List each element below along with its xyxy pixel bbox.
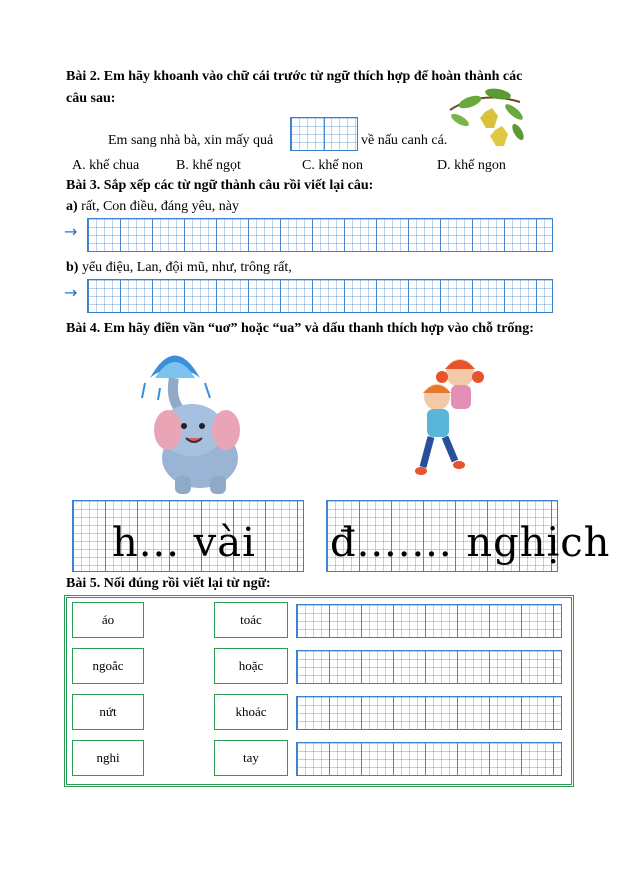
bai5-left-3[interactable]: nứt — [72, 694, 144, 730]
bai3-a-text: rất, Con điều, đáng yêu, này — [81, 199, 240, 214]
bai3-b-writing-grid[interactable] — [87, 279, 553, 313]
bai5-writing-grid-4[interactable] — [296, 742, 562, 776]
bai2-sentence-after: về nấu canh cá. — [361, 133, 448, 148]
bai3-b — [66, 260, 292, 276]
bai2-title-line2: câu sau: — [66, 91, 116, 106]
arrow-right-icon: → — [64, 222, 78, 241]
bai5-writing-grid-1[interactable] — [296, 604, 562, 638]
bai5-right-3[interactable]: khoác — [214, 694, 288, 730]
arrow-right-icon: → — [64, 283, 78, 302]
bai2-answer-box[interactable] — [290, 117, 358, 151]
bai5-right-4[interactable]: tay — [214, 740, 288, 776]
bai3-a — [66, 199, 239, 215]
bai5-title: Bài 5. Nối đúng rồi viết lại từ ngữ: — [66, 576, 271, 591]
bai2-sentence-before: Em sang nhà bà, xin mấy quả — [108, 133, 274, 148]
bai3-b-label: b) — [66, 260, 79, 275]
bai4-word-2: đ....... nghịch — [330, 520, 611, 566]
elephant-illustration — [130, 338, 260, 498]
bai3-a-writing-grid[interactable] — [87, 218, 553, 252]
bai2-option-c[interactable]: C. khế non — [302, 158, 364, 173]
bai2-title-line1: Bài 2. Em hãy khoanh vào chữ cái trước từ ngữ thích hợp để hoàn thành các — [66, 69, 523, 84]
bai2-option-a[interactable]: A. khế chua — [72, 158, 140, 173]
starfruit-illustration — [440, 80, 530, 160]
bai2-option-d[interactable]: D. khế ngon — [437, 158, 506, 173]
bai5-right-1[interactable]: toác — [214, 602, 288, 638]
bai5-left-1[interactable]: áo — [72, 602, 144, 638]
bai3-b-text: yểu điệu, Lan, đội mũ, như, trông rất, — [81, 260, 292, 275]
bai4-title: Bài 4. Em hãy điền vần “uơ” hoặc “ua” và dấu thanh thích hợp vào chỗ trống: — [66, 321, 534, 336]
bai5-left-4[interactable]: nghi — [72, 740, 144, 776]
bai5-writing-grid-3[interactable] — [296, 696, 562, 730]
bai3-title: Bài 3. Sắp xếp các từ ngữ thành câu rồi viết lại câu: — [66, 178, 374, 193]
bai3-a-label: a) — [66, 199, 78, 214]
children-illustration — [405, 355, 490, 485]
bai5-writing-grid-2[interactable] — [296, 650, 562, 684]
bai4-word-1: h... vài — [112, 520, 256, 566]
bai2-option-b[interactable]: B. khế ngọt — [176, 158, 241, 173]
bai5-left-2[interactable]: ngoắc — [72, 648, 144, 684]
bai5-right-2[interactable]: hoặc — [214, 648, 288, 684]
